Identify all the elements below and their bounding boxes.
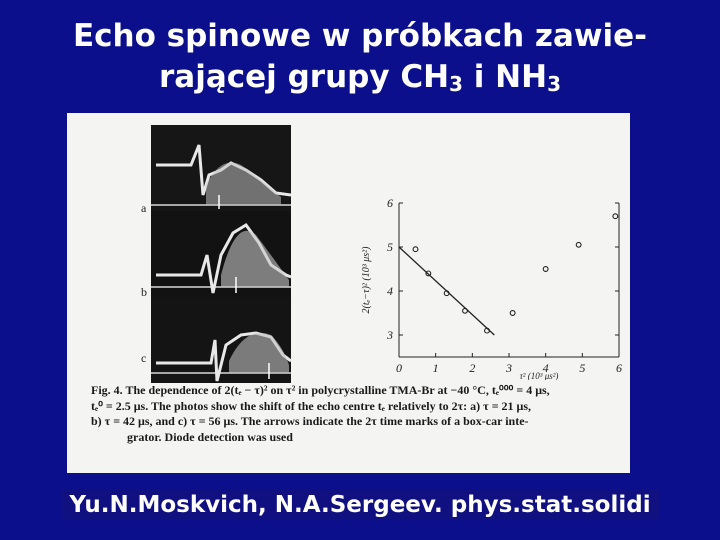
title-line-2: [0, 57, 720, 98]
x-tick-label: 1: [432, 361, 439, 375]
trace-panel-c: [151, 297, 291, 383]
x-tick-label: 3: [506, 361, 512, 375]
x-tick-label: 5: [579, 361, 586, 375]
oscilloscope-traces: [151, 125, 291, 383]
y-tick-label: 4: [387, 284, 393, 298]
trace-panel-b: [151, 211, 291, 297]
data-point: [613, 214, 618, 219]
title-subscript-2: 3: [547, 72, 561, 96]
data-point: [543, 267, 548, 272]
data-point: [413, 247, 418, 252]
title-line-2-pre: rającej grupy CH: [159, 59, 450, 95]
caption-line-3: b) τ = 42 μs, and c) τ = 56 μs. The arrows indicate the 2τ time marks of a box-car inte-: [91, 414, 529, 428]
caption-line-2: tₑ⁰ = 2.5 μs. The photos show the shift of the echo centre tₑ relatively to 2τ: a) τ = 21 μs,: [91, 398, 531, 413]
panel-label-a: a: [141, 201, 147, 215]
figure-caption: [91, 383, 621, 445]
y-tick-label: 5: [387, 240, 393, 254]
title-line-2-mid: i NH: [462, 59, 548, 95]
scanned-figure: [67, 113, 630, 473]
data-point: [576, 242, 581, 247]
caption-line-4: grator. Diode detection was used: [127, 429, 293, 444]
y-tick-label: 3: [387, 328, 393, 342]
x-tick-label: 0: [396, 361, 402, 375]
slide-footer: [0, 490, 720, 520]
citation-text: Yu.N.Moskvich, N.A.Sergeev. phys.stat.solidi: [61, 490, 658, 520]
x-tick-label: 4: [542, 361, 549, 375]
y-axis-label: 2(tₑ−τ)² (10³ μs²): [361, 246, 372, 314]
title-line-1: Echo spinowe w próbkach zawie-: [72, 18, 648, 54]
x-tick-label: 6: [616, 361, 622, 375]
caption-line-1: Fig. 4. The dependence of 2(tₑ − τ)² on τ² in polycrystalline TMA-Br at −40 °C, tₑ⁰⁰⁰ = 4 μs,: [91, 383, 550, 397]
trace-panel-a: [151, 125, 291, 211]
panel-label-c: c: [141, 351, 147, 365]
data-point: [510, 311, 515, 316]
slide-title: [0, 16, 720, 98]
dependence-chart: [337, 195, 627, 380]
data-point: [463, 308, 468, 313]
x-tick-label: 2: [469, 361, 476, 375]
oscilloscope-photos: [151, 125, 291, 383]
title-subscript-1: 3: [449, 72, 463, 96]
panel-label-b: b: [141, 285, 147, 299]
y-tick-label: 6: [387, 196, 393, 210]
x-axis-label: τ² (10³ μs²): [519, 371, 559, 380]
